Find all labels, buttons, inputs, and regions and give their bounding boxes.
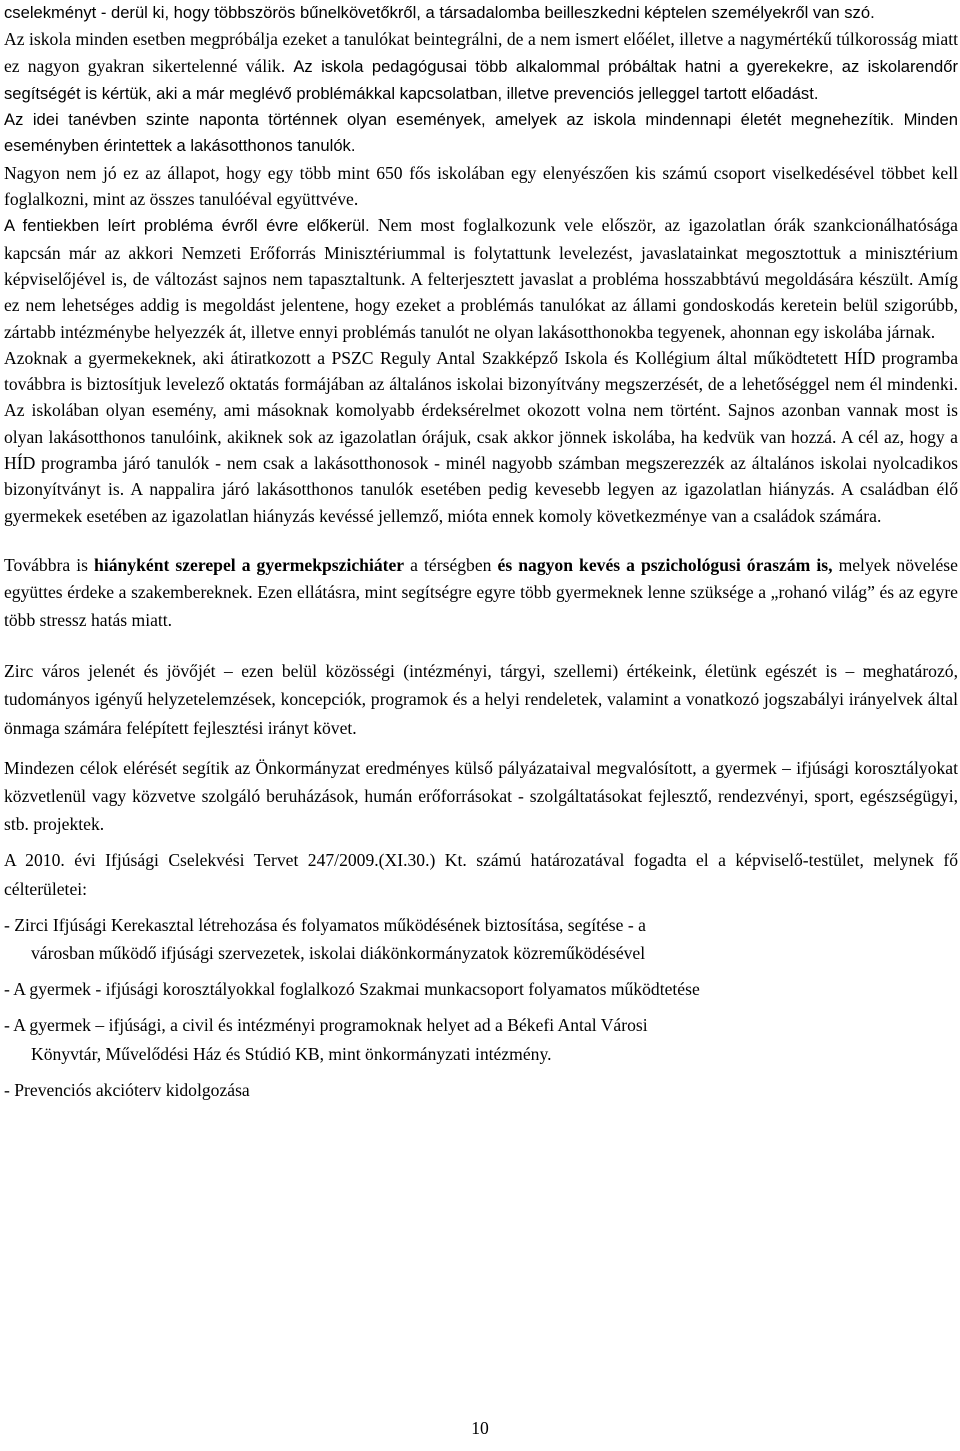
section-zirc	[4, 657, 958, 1104]
text-serif: Nem most foglalkozunk vele először, az igazolatlan órák szankcionálhatósága kapcsán már az akkori Nemzeti Erőforrás Minisztériummal is folytattunk levelezést, javaslatainkat megosztottuk a minisztérium képviselőjével is, de változást sajnos nem tapasztaltunk. A felterjesztett javaslat a probléma hosszabbtávú megoldására készült. Amíg ez nem lehetséges addig is megoldást jelentene, hogy ezeket a problémás tanulókat az állami gondoskodás keretein belül szigorúbb, zártabb intézménybe helyezzék át, illetve ennyi problémás tanulót ne olyan lakásotthonokba tegyenek, ahonnan egy iskolába járnak.	[4, 215, 958, 342]
list-item-line: - Zirci Ifjúsági Kerekasztal létrehozása és folyamatos működésének biztosítása, segítése - a	[4, 914, 646, 935]
list-item	[4, 975, 958, 1003]
text: Továbbra is	[4, 554, 88, 575]
list-item-line: - A gyermek - ifjúsági korosztályokkal foglalkozó Szakmai munkacsoport folyamatos működtetése	[4, 979, 700, 1000]
spacer	[4, 903, 958, 911]
paragraph	[4, 212, 958, 344]
text: a térségben	[410, 554, 492, 575]
spacer	[4, 967, 958, 975]
list-item-line: Könyvtár, Művelődési Ház és Stúdió KB, mint önkormányzati intézmény.	[31, 1043, 552, 1064]
spacer	[4, 742, 958, 754]
text-sans: A fentiekben leírt probléma évről évre előkerül.	[4, 216, 370, 236]
bold-text: hiányként szerepel a gyermekpszichiáter	[94, 554, 405, 575]
list-item-line: - A gyermek – ifjúsági, a civil és intézményi programoknak helyet ad a Békefi Antal Városi	[4, 1015, 648, 1036]
spacer	[4, 838, 958, 846]
section-problem-report	[4, 0, 958, 529]
paragraph: A 2010. évi Ifjúsági Cselekvési Tervet 247/2009.(XI.30.) Kt. számú határozatával fogadta el a képviselő-testület, melynek fő célterületei:	[4, 850, 958, 899]
paragraph: Azoknak a gyermekeknek, aki átiratkozott a PSZC Reguly Antal Szakképző Iskola és Kollégium által működtetett HÍD programba továbbra is biztosítjuk levelező oktatás formájában az általános iskolai bizonyítvány megszerzését, de a lehetőséggel nem él mindenki. Az iskolában olyan esemény, ami másoknak komolyabb érdeksérelmet okozott volna nem történt. Sajnos azonban vannak most is olyan lakásotthonos tanulóink, akiknek sok az igazolatlan órájuk, csak akkor jönnek iskolába, ha kedvük van hozzá. A cél az, hogy a HÍD programba járó tanulók - nem csak a lakásotthonosok - minél nagyobb számban megszerezzék az általános iskolai nyolcadikos bizonyítványt is. A nappalira járó lakásotthonos tanulók esetében pedig kevesebb legyen az igazolatlan hiányzás. A családban élő gyermekek esetében az igazolatlan hiányzás kevéssé jellemző, mióta ennek komoly következménye van a családok számára.	[4, 347, 958, 526]
text-sans: Az iskola pedagógusai több alkalommal próbáltak hatni a gyerekekre, az iskolarendőr segítségét is kértük, aki a már meglévő problémákkal kapcsolatban, illetve prevenciós jelleggel tartott előadást.	[4, 56, 958, 103]
list-item-line: - Prevenciós akcióterv kidolgozása	[4, 1079, 250, 1100]
paragraph: Mindezen célok elérését segítik az Önkormányzat eredményes külső pályázataival megvalósított, a gyermek – ifjúsági korosztályokat közvetlenül vagy közvetve szolgáló beruházások, humán erőforrásokat - szolgáltatásokat fejlesztő, rendezvényi, sport, egészségügyi, stb. projektek.	[4, 757, 958, 835]
list-item-line: városban működő ifjúsági szervezetek, iskolai diákönkormányzatok közreműködésével	[31, 942, 646, 963]
spacer	[4, 529, 958, 552]
list-item	[4, 1011, 958, 1067]
text-serif: Az iskola minden esetben megpróbálja ezeket a tanulókat beintegrálni, de a nem ismert előélet, illetve a nagymértékű túlkorosság miatt ez nagyon gyakran sikertelenné válik.	[4, 29, 958, 76]
section-psychology	[4, 552, 958, 634]
page-number: 10	[471, 1418, 489, 1438]
document-page	[4, 0, 958, 1104]
paragraph: Az idei tanévben szinte naponta történnek olyan események, amelyek az iskola mindennapi életét megnehezítik. Minden eseményben érintettek a lakásotthonos tanulók.	[4, 110, 958, 156]
paragraph: cselekményt - derül ki, hogy többszörös bűnelkövetőkről, a társadalomba beilleszkedni képtelen személyekről van szó.	[4, 3, 875, 22]
text: melyek növelése együttes érdeke a szakembereknek. Ezen ellátásra, mint segítségre egyre több gyermeknek lenne szüksége a „rohanó világ” és az egyre több stressz hatás miatt.	[4, 554, 958, 630]
list-item	[4, 911, 958, 967]
paragraph: Zirc város jelenét és jövőjét – ezen belül közösségi (intézményi, tárgyi, szellemi) értékeink, életünk egészét is – meghatározó, tudományos igényű helyzetelemzések, koncepciók, programok és a helyi rendeletek, valamint a vonatkozó jogszabályi irányelvek által önmaga számára felépített fejlesztési irányt követ.	[4, 661, 958, 738]
spacer	[4, 1003, 958, 1011]
paragraph	[4, 552, 958, 634]
paragraph: Nagyon nem jó ez az állapot, hogy egy több mint 650 fős iskolában egy elenyészően kis számú csoport viselkedésével többet kell foglalkozni, mint az összes tanulóéval együttvéve.	[4, 162, 958, 210]
spacer	[4, 634, 958, 657]
spacer	[4, 1068, 958, 1076]
list-item	[4, 1076, 958, 1104]
paragraph	[4, 26, 958, 107]
bold-text: és nagyon kevés a pszichológusi óraszám is,	[497, 554, 833, 575]
